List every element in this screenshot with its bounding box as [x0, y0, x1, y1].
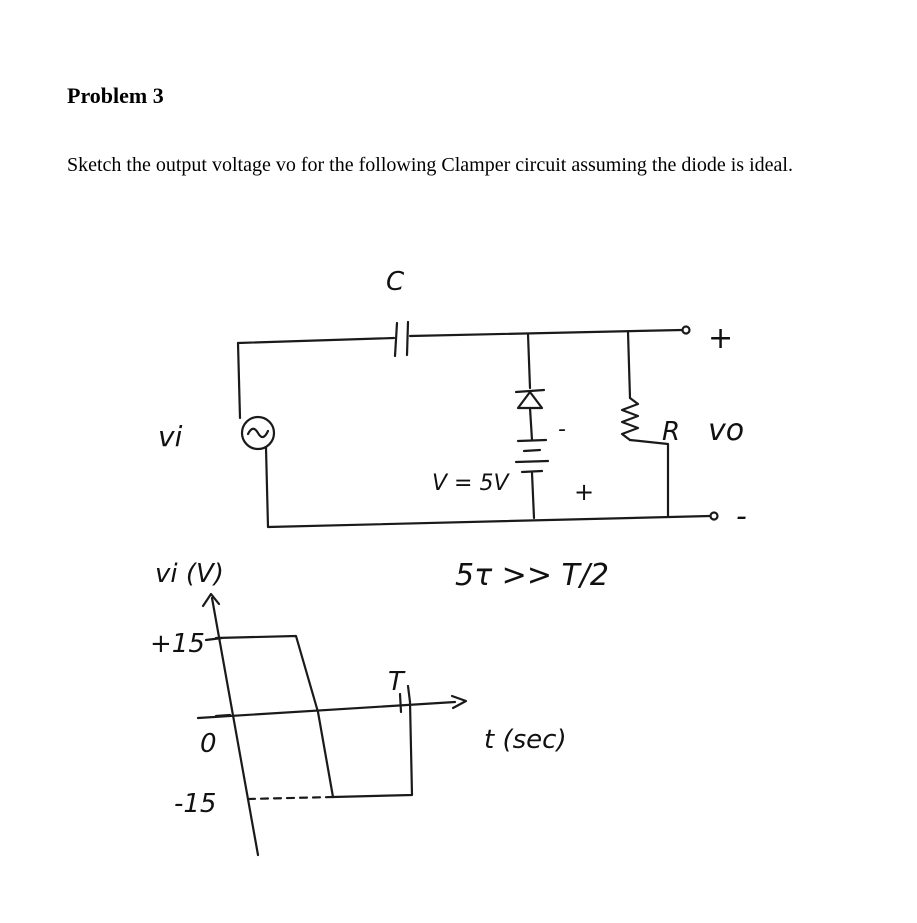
battery-plate-2 — [524, 450, 540, 451]
tick-zero — [216, 715, 230, 716]
resistor-zigzag — [622, 398, 638, 440]
wire-left-upper — [238, 343, 240, 418]
wire-top-left — [238, 338, 394, 343]
wire-diode-top — [528, 334, 530, 388]
capacitor-label: C — [386, 267, 405, 297]
sine-glyph — [248, 429, 268, 437]
square-wave — [216, 636, 412, 797]
battery-label: V = 5V — [432, 471, 509, 496]
capacitor-plate-right — [407, 322, 408, 355]
clamper-circuit — [158, 267, 747, 593]
capacitor-plate-left — [395, 323, 397, 356]
tick-label-zero: 0 — [200, 729, 217, 759]
output-terminal-minus — [711, 513, 718, 520]
x-axis-label: t (sec) — [484, 725, 567, 755]
problem-statement: Sketch the output voltage vo for the following Clamper circuit assuming the diode is ideal. — [67, 154, 793, 176]
neg-level-dash — [248, 797, 333, 799]
output-plus-label: + — [708, 321, 734, 356]
wire-resistor-top — [628, 332, 630, 398]
problem-title: Problem 3 — [67, 83, 164, 108]
wire-battery-bottom — [532, 473, 534, 518]
battery-plate-1 — [518, 440, 546, 441]
battery-plus-label: + — [574, 478, 595, 506]
output-label: vo — [708, 413, 745, 448]
period-label: T — [388, 667, 404, 697]
wire-top-right — [410, 330, 682, 336]
source-label: vi — [158, 420, 183, 453]
input-waveform-plot — [150, 559, 567, 855]
battery-plate-4 — [522, 471, 542, 472]
wire-left-lower — [266, 448, 268, 527]
time-constant-note: 5τ >> T/2 — [455, 558, 610, 593]
battery-minus-label: - — [558, 417, 566, 442]
wire-resistor-bottom — [630, 440, 668, 516]
resistor-label: R — [662, 417, 681, 447]
diode-symbol — [516, 390, 544, 408]
y-axis-arrow — [203, 594, 219, 606]
wire-bottom — [268, 516, 710, 527]
tick-label-minus15: -15 — [174, 789, 217, 819]
y-axis-label: vi (V) — [155, 559, 224, 589]
output-terminal-plus — [683, 327, 690, 334]
output-minus-label: - — [736, 499, 747, 534]
wire-diode-bottom — [530, 408, 532, 440]
tick-label-plus15: +15 — [150, 629, 205, 659]
x-axis — [198, 702, 455, 718]
battery-plate-3 — [516, 461, 548, 462]
